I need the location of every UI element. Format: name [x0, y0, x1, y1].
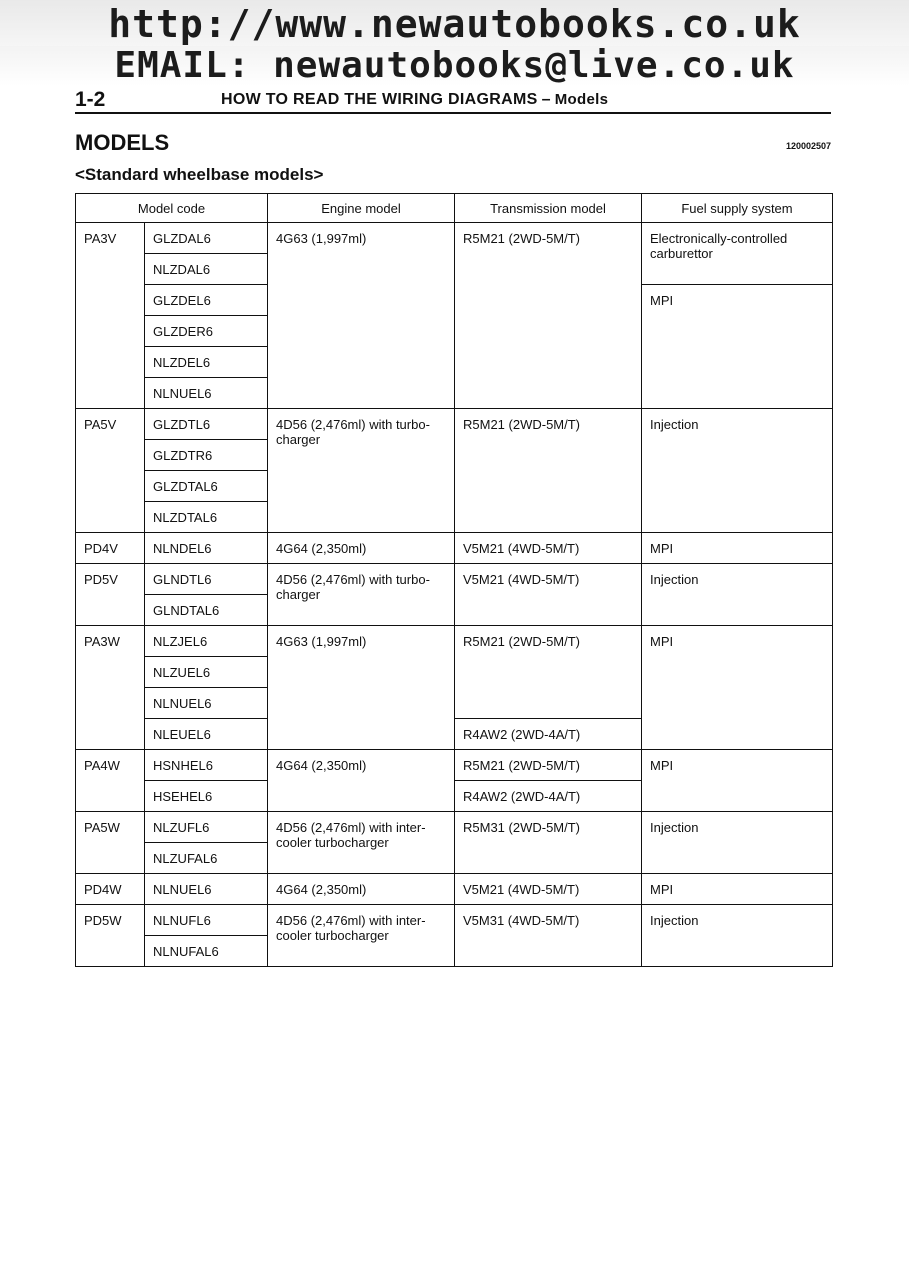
engine-cell: 4D56 (2,476ml) with turbo-charger	[268, 564, 455, 626]
fuel-cell: MPI	[642, 626, 833, 750]
model-group-cell: PD5V	[76, 564, 145, 626]
page-header	[75, 86, 831, 114]
transmission-cell: R5M21 (2WD-5M/T)	[455, 750, 642, 781]
table-header-row	[76, 194, 833, 223]
transmission-cell: R5M21 (2WD-5M/T)	[455, 223, 642, 409]
model-code-cell: GLZDTAL6	[145, 471, 268, 502]
watermark-url: http://www.newautobooks.co.uk	[0, 0, 909, 48]
model-code-cell: GLZDEL6	[145, 285, 268, 316]
engine-cell: 4D56 (2,476ml) with inter-cooler turbocharger	[268, 812, 455, 874]
header-model-code: Model code	[76, 194, 268, 223]
document-code: 120002507	[785, 141, 831, 151]
model-group-cell: PA5W	[76, 812, 145, 874]
model-code-cell: NLNDEL6	[145, 533, 268, 564]
engine-cell: 4G64 (2,350ml)	[268, 533, 455, 564]
header-engine-model: Engine model	[268, 194, 455, 223]
engine-cell: 4D56 (2,476ml) with inter-cooler turbocharger	[268, 905, 455, 967]
fuel-cell: Injection	[642, 409, 833, 533]
model-code-cell: NLZDEL6	[145, 347, 268, 378]
table-row	[76, 533, 833, 564]
model-code-cell: GLNDTAL6	[145, 595, 268, 626]
transmission-cell: V5M21 (4WD-5M/T)	[455, 533, 642, 564]
model-group-cell: PA3V	[76, 223, 145, 409]
transmission-cell: R5M21 (2WD-5M/T)	[455, 626, 642, 719]
model-code-cell: GLZDAL6	[145, 223, 268, 254]
table-row	[76, 223, 833, 254]
header-title	[221, 91, 608, 109]
transmission-cell: V5M21 (4WD-5M/T)	[455, 874, 642, 905]
model-code-cell: NLZUFL6	[145, 812, 268, 843]
table-row	[76, 874, 833, 905]
transmission-cell: R4AW2 (2WD-4A/T)	[455, 781, 642, 812]
header-subtitle: Models	[554, 91, 609, 108]
transmission-cell: R5M31 (2WD-5M/T)	[455, 812, 642, 874]
engine-cell: 4G64 (2,350ml)	[268, 750, 455, 812]
model-code-cell: HSEHEL6	[145, 781, 268, 812]
section-title: MODELS	[75, 130, 170, 155]
watermark-email: EMAIL: newautobooks@live.co.uk	[0, 46, 909, 86]
model-code-cell: GLZDER6	[145, 316, 268, 347]
model-code-cell: NLZUEL6	[145, 657, 268, 688]
section-subtitle: <Standard wheelbase models>	[75, 165, 324, 184]
fuel-cell: Injection	[642, 812, 833, 874]
transmission-cell: V5M31 (4WD-5M/T)	[455, 905, 642, 967]
fuel-cell: Electronically-controlled carburettor	[642, 223, 833, 285]
engine-cell: 4G63 (1,997ml)	[268, 626, 455, 750]
model-code-cell: NLNUEL6	[145, 378, 268, 409]
fuel-cell: MPI	[642, 874, 833, 905]
table-row	[76, 905, 833, 936]
table-row	[76, 409, 833, 440]
engine-cell: 4G64 (2,350ml)	[268, 874, 455, 905]
model-code-cell: NLNUEL6	[145, 874, 268, 905]
engine-cell: 4D56 (2,476ml) with turbo-charger	[268, 409, 455, 533]
model-code-cell: NLNUFAL6	[145, 936, 268, 967]
transmission-cell: R4AW2 (2WD-4A/T)	[455, 719, 642, 750]
model-code-cell: HSNHEL6	[145, 750, 268, 781]
table-row	[76, 812, 833, 843]
model-group-cell: PA5V	[76, 409, 145, 533]
model-group-cell: PD4W	[76, 874, 145, 905]
model-code-cell: NLNUFL6	[145, 905, 268, 936]
fuel-cell: MPI	[642, 533, 833, 564]
model-code-cell: NLZDTAL6	[145, 502, 268, 533]
transmission-cell: R5M21 (2WD-5M/T)	[455, 409, 642, 533]
header-dash: –	[541, 91, 551, 108]
header-title-main: HOW TO READ THE WIRING DIAGRAMS	[221, 91, 538, 108]
page-number: 1-2	[75, 88, 106, 111]
fuel-cell: Injection	[642, 564, 833, 626]
model-group-cell: PD4V	[76, 533, 145, 564]
engine-cell: 4G63 (1,997ml)	[268, 223, 455, 409]
model-code-cell: GLZDTR6	[145, 440, 268, 471]
model-code-cell: NLNUEL6	[145, 688, 268, 719]
table-row	[76, 750, 833, 781]
fuel-cell: MPI	[642, 750, 833, 812]
model-code-cell: NLZUFAL6	[145, 843, 268, 874]
model-code-cell: NLZJEL6	[145, 626, 268, 657]
model-group-cell: PD5W	[76, 905, 145, 967]
header-fuel-supply: Fuel supply system	[642, 194, 833, 223]
model-code-cell: GLNDTL6	[145, 564, 268, 595]
model-code-cell: NLEUEL6	[145, 719, 268, 750]
fuel-cell: MPI	[642, 285, 833, 409]
model-code-cell: NLZDAL6	[145, 254, 268, 285]
header-transmission-model: Transmission model	[455, 194, 642, 223]
model-group-cell: PA4W	[76, 750, 145, 812]
table-row	[76, 626, 833, 657]
fuel-cell: Injection	[642, 905, 833, 967]
transmission-cell: V5M21 (4WD-5M/T)	[455, 564, 642, 626]
models-table	[75, 193, 833, 967]
model-code-cell: GLZDTL6	[145, 409, 268, 440]
model-group-cell: PA3W	[76, 626, 145, 750]
table-row	[76, 564, 833, 595]
